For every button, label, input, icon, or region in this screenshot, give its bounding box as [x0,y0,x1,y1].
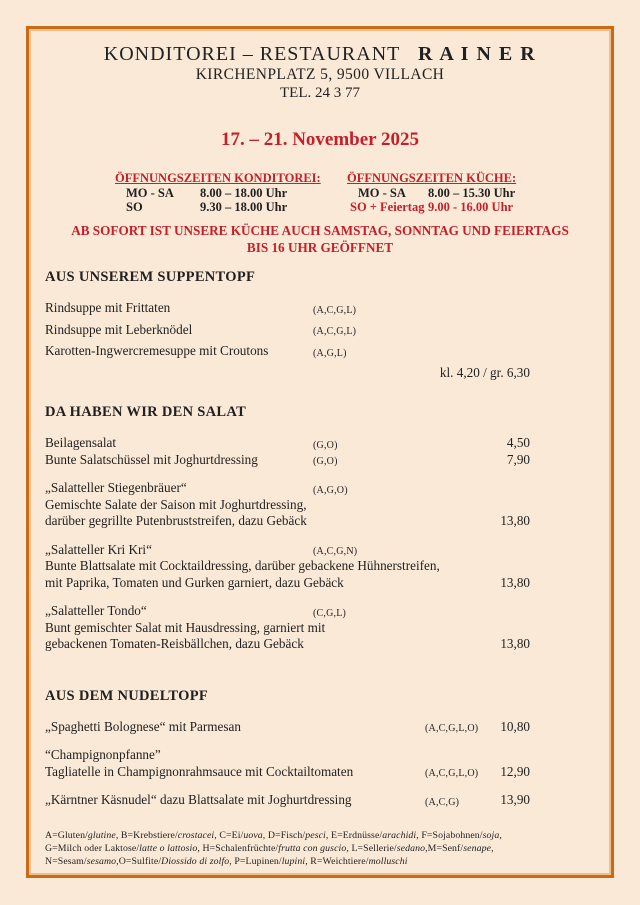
allergen-legend-line: N=Sesam/sesamo,O=Sulfite/Diossido di zolfo, P=Lupinen/lupini, R=Weichtiere/molluschi [45,855,408,867]
menu-item [45,603,595,653]
opening-hours-konditorei [115,171,347,214]
menu-sections [45,268,595,809]
opening-hours [45,171,595,214]
menu-item [45,300,595,317]
menu-item-line [45,620,595,637]
allergen-codes: (A,G,O) [313,484,348,496]
menu-item-line [45,764,595,781]
menu-section-nudeltopf [45,687,595,809]
item-text: darüber gegrillte Putenbruststreifen, dazu Gebäck [45,513,307,528]
allergen-codes: (A,G,L) [313,347,347,359]
menu-item-line [45,575,595,592]
menu-item [45,365,595,382]
menu-section-salat [45,403,595,653]
kueche-hours-heading: ÖFFNUNGSZEITEN KÜCHE: [347,171,517,185]
menu-item-line [45,792,595,809]
restaurant-title-name: R A I N E R [418,43,537,65]
allergen-codes: (A,C,G,L) [313,326,357,337]
item-price: 7,90 [506,451,530,467]
menu-item-line [45,322,595,339]
menu-item-line [45,452,595,469]
allergen-codes: (A,C,G,N) [313,546,358,557]
allergen-codes: (A,C,G,L,O) [425,768,479,779]
allergen-codes: (G,O) [313,439,338,451]
notice-line: AB SOFORT IST UNSERE KÜCHE AUCH SAMSTAG, SONNTAG UND FEIERTAGS [71,223,569,238]
item-price: 4,50 [506,435,530,450]
item-price: 12,90 [500,763,530,779]
menu-item [45,322,595,339]
konditorei-hours-row [115,200,347,214]
item-price: 13,80 [500,636,530,651]
item-text: Bunte Salatschüssel mit Joghurtdressing [45,451,258,467]
item-text: “Champignonpfanne” [45,747,161,762]
item-text: Rindsuppe mit Leberknödel [45,321,193,337]
menu-item [45,542,595,592]
item-text: Bunt gemischter Salat mit Hausdressing, garniert mit [45,619,326,635]
item-text: Tagliatelle in Champignonrahmsauce mit Cocktailtomaten [45,763,354,779]
menu-item [45,452,595,469]
kueche-hours-row [347,186,516,200]
restaurant-title [45,43,595,65]
allergen-codes: (A,C,G,L) [313,304,357,316]
menu-item-line [45,719,595,736]
restaurant-address: KIRCHENPLATZ 5, 9500 VILLACH [195,66,445,83]
menu-item-line [45,497,595,514]
item-text: gebackenen Tomaten-Reisbällchen, dazu Gebäck [45,636,304,651]
section-heading: AUS DEM NUDELTOPF [45,687,209,704]
section-heading: AUS UNSEREM SUPPENTOPF [45,269,256,285]
opening-hours-kueche [347,171,516,214]
hours-day-label: MO - SA [126,186,174,200]
item-text: Bunte Blattsalate mit Cocktaildressing, darüber gebackene Hühnerstreifen, [45,558,440,573]
menu-item [45,792,595,809]
allergen-codes: (A,C,G,L,O) [425,723,479,734]
item-text: Gemischte Salate der Saison mit Joghurtdressing, [45,496,307,512]
allergen-legend-line: A=Gluten/glutine, B=Krebstiere/crostacei, C=Ei/uova, D=Fisch/pesci, E=Erdnüsse/arachidi, F=Sojabohnen/soja, [45,829,502,841]
item-text: Rindsuppe mit Frittaten [45,300,171,315]
item-price: 13,80 [500,513,530,528]
menu-item [45,480,595,530]
item-text: „Salatteller Kri Kri“ [45,541,152,557]
menu-item-line [45,435,595,452]
menu-item [45,747,595,780]
menu-item-line [45,542,595,559]
allergen-codes: (A,C,G) [425,796,460,808]
menu-item [45,719,595,736]
menu-week-date-range: 17. – 21. November 2025 [220,129,420,150]
item-text: „Spaghetti Bolognese“ mit Parmesan [45,718,241,734]
hours-day-label: MO - SA [358,186,406,200]
item-price: 13,90 [500,792,530,807]
notice-line: BIS 16 UHR GEÖFFNET [246,239,394,255]
restaurant-phone: TEL. 24 3 77 [280,85,360,101]
konditorei-hours-heading: ÖFFNUNGSZEITEN KONDITOREI: [115,171,321,185]
menu-item-line [45,513,595,530]
hours-time-value: 9.30 – 18.00 Uhr [200,200,288,214]
menu-item-line [45,558,595,575]
menu-item-line [45,636,595,653]
item-text: Beilagensalat [45,435,117,450]
allergen-legend [45,829,595,868]
section-heading: DA HABEN WIR DEN SALAT [45,404,247,420]
item-price: 10,80 [500,718,530,734]
hours-day-label: SO + Feiertag [350,200,425,214]
hours-time-value: 9.00 - 16.00 Uhr [428,200,514,214]
allergen-legend-line: G=Milch oder Laktose/latte o lattosio, H=Schalenfrüchte/frutta con guscio, L=Sellerie/sedano,M=Senf/senape, [45,842,494,854]
menu-item-line [45,747,595,764]
item-price: kl. 4,20 / gr. 6,30 [439,364,530,380]
item-text: „Kärntner Käsnudel“ dazu Blattsalate mit Joghurtdressing [45,792,352,807]
restaurant-title-main: KONDITOREI – RESTAURANT [103,43,400,65]
hours-day-label: SO [126,200,143,214]
allergen-codes: (C,G,L) [313,607,347,619]
menu-item [45,435,595,452]
hours-time-value: 8.00 – 15.30 Uhr [428,186,516,200]
item-price: 13,80 [500,574,530,590]
item-text: „Salatteller Stiegenbräuer“ [45,480,187,495]
item-text: Karotten-Ingwercremesuppe mit Croutons [45,343,269,358]
item-text: „Salatteller Tondo“ [45,603,147,618]
menu-item-line [45,603,595,620]
menu-item-line [45,365,595,382]
menu-page-frame [26,26,614,878]
menu-item [45,343,595,360]
item-text: mit Paprika, Tomaten und Gurken garniert, dazu Gebäck [45,574,344,590]
menu-section-suppentopf [45,268,595,381]
menu-item-line [45,480,595,497]
kitchen-open-notice [45,223,595,256]
menu-item-line [45,300,595,317]
kueche-hours-row-highlighted [347,200,516,214]
menu-item-line [45,343,595,360]
hours-time-value: 8.00 – 18.00 Uhr [200,186,288,200]
allergen-codes: (G,O) [313,456,338,467]
konditorei-hours-row [115,186,347,200]
restaurant-header [45,43,595,102]
